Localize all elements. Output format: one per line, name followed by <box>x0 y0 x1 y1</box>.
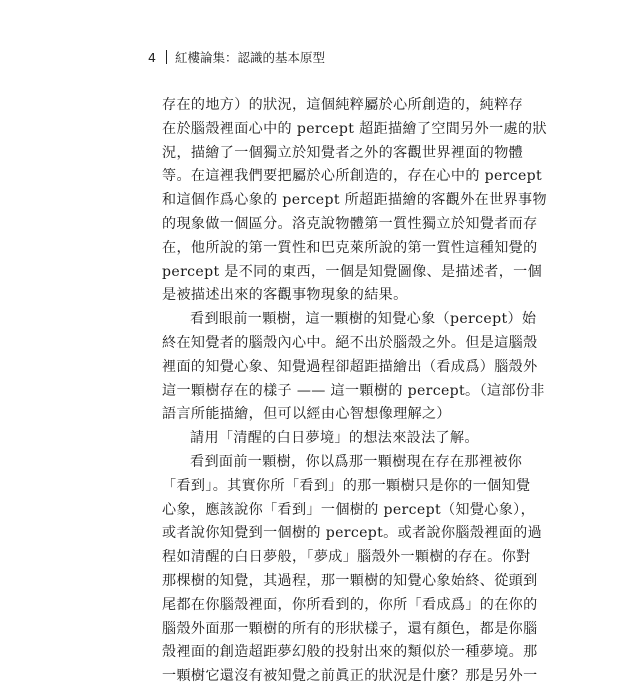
text-line: 尾都在你腦殼裡面，你所看到的，你所「看成爲」的在你的 <box>162 596 538 613</box>
text-line: 和這個作爲心象的 percept 所超距描繪的客觀外在世界事物 <box>162 192 547 209</box>
running-header <box>148 48 325 66</box>
text-line: 等。在這裡我們要把屬於心所創造的，存在心中的 percept <box>162 168 543 185</box>
text-line: 「看到」。其實你所「看到」的那一顆樹只是你的一個知覺 <box>162 477 531 494</box>
text-line: 這一顆樹存在的樣子 —— 這一顆樹的 percept。（這部份非 <box>162 382 545 399</box>
paragraph-start-line: 請用「清醒的白日夢境」的想法來設法了解。 <box>190 430 479 447</box>
text-line: percept 是不同的東西，一個是知覺圖像、是描述者，一個 <box>162 263 543 280</box>
paragraph-start-line: 看到眼前一顆樹，這一顆樹的知覺心象（percept）始 <box>190 311 537 328</box>
text-line: 在於腦殼裡面心中的 percept 超距描繪了空間另外一處的狀 <box>162 120 547 137</box>
paragraph-start-line: 看到面前一顆樹，你以爲那一顆樹現在存在那裡被你 <box>190 453 523 470</box>
page-number: 4 <box>148 49 156 65</box>
text-line: 是被描述出來的客觀事物現象的結果。 <box>162 287 408 304</box>
text-line: 況，描繪了一個獨立於知覺者之外的客觀世界裡面的物體 <box>162 144 524 161</box>
body-text <box>162 94 547 689</box>
text-line: 那棵樹的知覺，其過程，那一顆樹的知覺心象始終、從頭到 <box>162 572 538 589</box>
text-line: 心象，應該說你「看到」一個樹的 percept（知覺心象）， <box>162 501 536 518</box>
running-title: 紅樓論集：認識的基本原型 <box>174 50 325 65</box>
text-line: 裡面的知覺心象、知覺過程卻超距描繪出（看成爲）腦殼外 <box>162 358 538 375</box>
text-line: 一顆樹它還沒有被知覺之前眞正的狀況是什麼？那是另外一 <box>162 668 538 685</box>
text-line: 程如清醒的白日夢般，「夢成」腦殼外一顆樹的存在。你對 <box>162 549 531 566</box>
text-line: 或者說你知覺到一個樹的 percept。或者說你腦殼裡面的過 <box>162 525 543 542</box>
text-line: 終在知覺者的腦殼內心中。絕不出於腦殼之外。但是這腦殼 <box>162 334 538 351</box>
text-line: 在，他所說的第一質性和巴克萊所說的第一質性這種知覺的 <box>162 239 538 256</box>
text-line: 存在的地方）的狀況，這個純粹屬於心所創造的，純粹存 <box>162 97 524 113</box>
text-line: 的現象做一個區分。洛克說物體第一質性獨立於知覺者而存 <box>162 215 538 232</box>
text-line: 腦殼外面那一顆樹的所有的形狀樣子，還有顏色，都是你腦 <box>162 620 538 637</box>
text-line: 殼裡面的創造超距夢幻般的投射出來的類似於一種夢境。那 <box>162 644 538 661</box>
text-line: 語言所能描繪，但可以經由心智想像理解之） <box>162 406 451 423</box>
header-divider <box>166 50 167 64</box>
